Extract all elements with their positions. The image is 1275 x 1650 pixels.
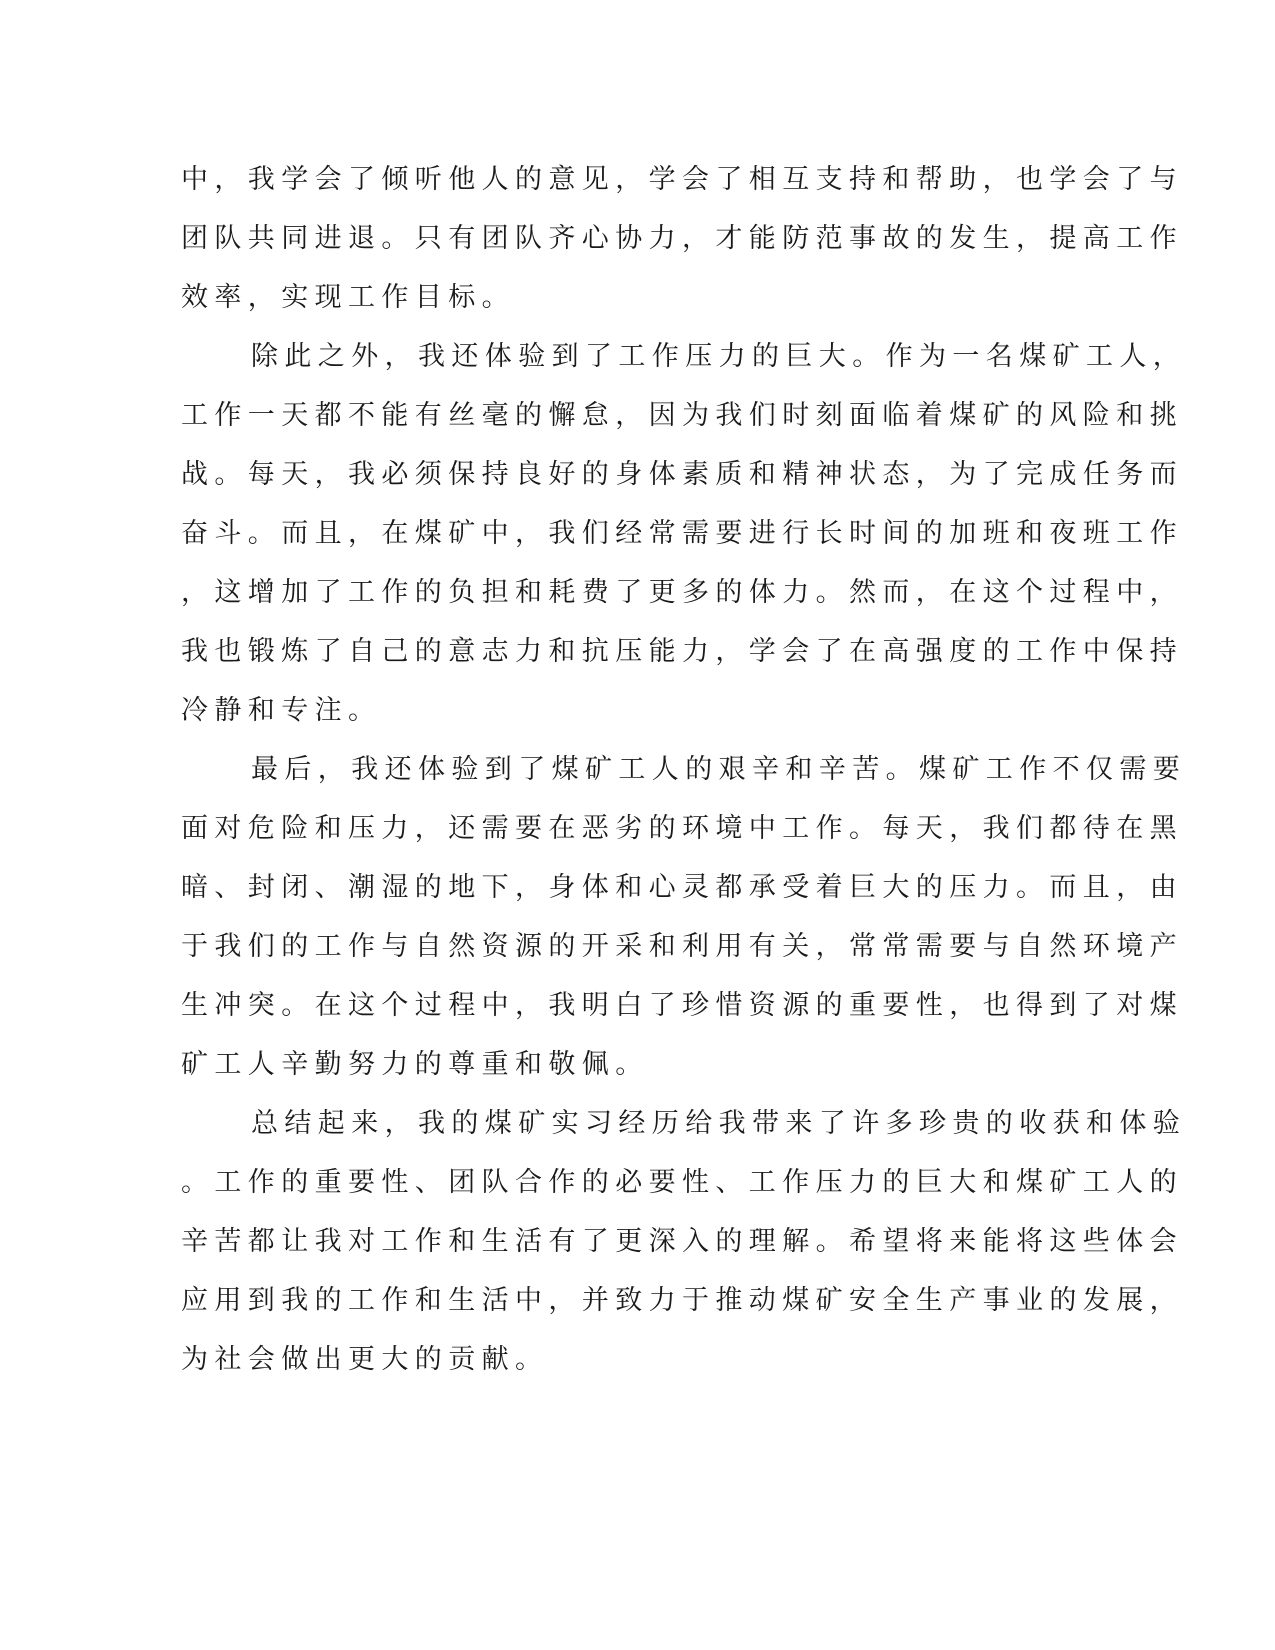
paragraph-line: 团队共同进退。只有团队齐心协力，才能防范事故的发生，提高工作 [181, 223, 1183, 254]
paragraph-line: ，这增加了工作的负担和耗费了更多的体力。然而，在这个过程中， [181, 577, 1183, 608]
paragraph-line: 除此之外，我还体验到了工作压力的巨大。作为一名煤矿工人， [251, 341, 1187, 372]
paragraph-line: 辛苦都让我对工作和生活有了更深入的理解。希望将来能将这些体会 [181, 1226, 1183, 1257]
paragraph-line: 总结起来，我的煤矿实习经历给我带来了许多珍贵的收获和体验 [251, 1108, 1187, 1139]
paragraph-line: 面对危险和压力，还需要在恶劣的环境中工作。每天，我们都待在黑 [181, 813, 1183, 844]
paragraph-line: 生冲突。在这个过程中，我明白了珍惜资源的重要性，也得到了对煤 [181, 990, 1183, 1021]
paragraph-line: 于我们的工作与自然资源的开采和利用有关，常常需要与自然环境产 [181, 931, 1183, 962]
paragraph-line: 效率，实现工作目标。 [181, 282, 515, 313]
paragraph-line: 矿工人辛勤努力的尊重和敬佩。 [181, 1049, 649, 1080]
paragraph-line: 最后，我还体验到了煤矿工人的艰辛和辛苦。煤矿工作不仅需要 [251, 754, 1187, 785]
paragraph-line: 中，我学会了倾听他人的意见，学会了相互支持和帮助，也学会了与 [181, 164, 1183, 195]
paragraph-line: 工作一天都不能有丝毫的懈怠，因为我们时刻面临着煤矿的风险和挑 [181, 400, 1183, 431]
paragraph-line: 应用到我的工作和生活中，并致力于推动煤矿安全生产事业的发展， [181, 1285, 1183, 1316]
paragraph-line: 。工作的重要性、团队合作的必要性、工作压力的巨大和煤矿工人的 [181, 1167, 1183, 1198]
paragraph-line: 奋斗。而且，在煤矿中，我们经常需要进行长时间的加班和夜班工作 [181, 518, 1183, 549]
paragraph-line: 战。每天，我必须保持良好的身体素质和精神状态，为了完成任务而 [181, 459, 1183, 490]
paragraph-line: 暗、封闭、潮湿的地下，身体和心灵都承受着巨大的压力。而且，由 [181, 872, 1183, 903]
paragraph-line: 冷静和专注。 [181, 695, 382, 726]
paragraph-line: 我也锻炼了自己的意志力和抗压能力，学会了在高强度的工作中保持 [181, 636, 1183, 667]
paragraph-line: 为社会做出更大的贡献。 [181, 1344, 549, 1375]
